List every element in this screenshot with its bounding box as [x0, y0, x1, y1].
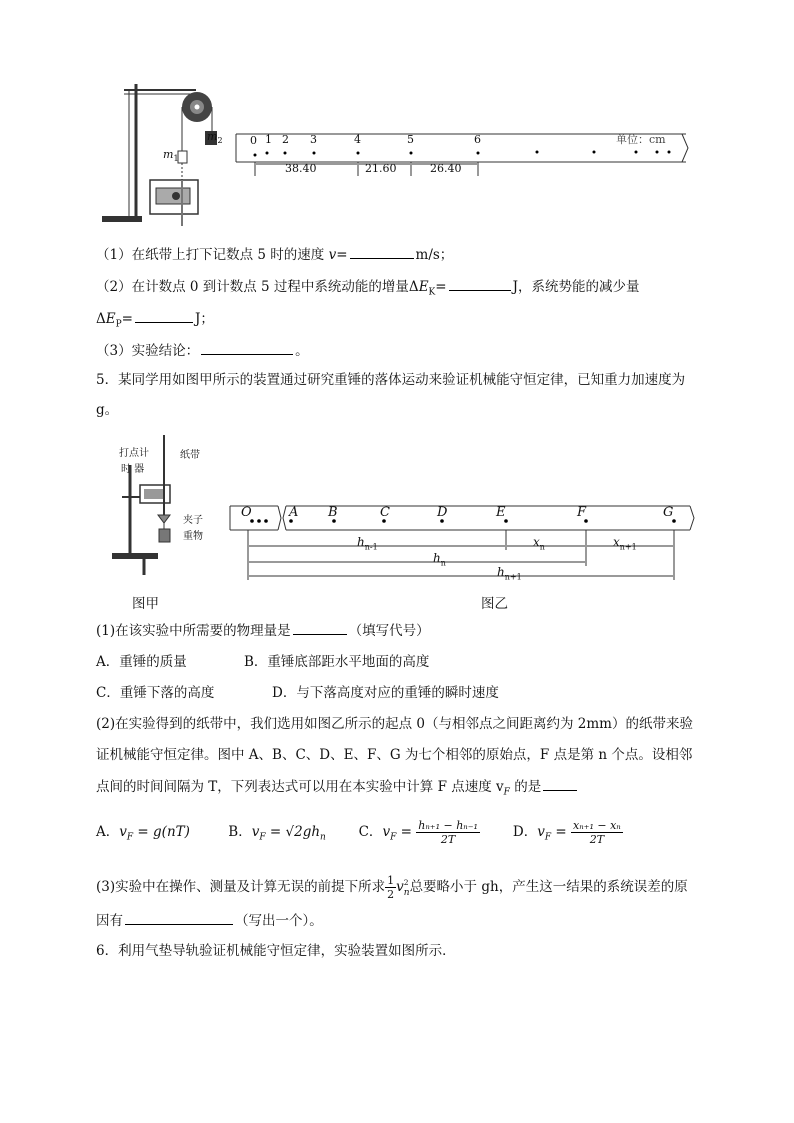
q4-part1: （1）在纸带上打下记数点 5 时的速度 v= m/s； [96, 244, 453, 265]
label-h-n-1: $h_{n-1}$ [357, 535, 378, 552]
label-timer: 打点计 [119, 448, 149, 459]
label-weight: 重物 [183, 531, 203, 542]
q5-options-ab [96, 652, 429, 672]
caption-yi: 图乙 [481, 596, 508, 612]
q6-text: 6．利用气垫导轨验证机械能守恒定律，实验装置如图所示． [96, 943, 456, 959]
q5-options-cd [96, 683, 499, 703]
tape-point-O: O [241, 505, 252, 520]
formula-option-b: B．$v_F = √2gh_n$ [228, 824, 326, 843]
tape-point-0: 0 [250, 134, 257, 147]
answer-blank[interactable] [201, 340, 293, 355]
label-clip: 夹子 [183, 515, 203, 526]
dist-3: 26.40 [430, 162, 462, 175]
tape-point-1: 1 [265, 133, 272, 146]
answer-blank[interactable] [293, 620, 347, 635]
answer-blank[interactable] [350, 244, 414, 259]
label-x-n+1: $x_{n+1}$ [613, 535, 637, 552]
q4-part2: （2）在计数点 0 到计数点 5 过程中系统动能的增量$\Delta E_K= J$，系统势能的减少量 [96, 276, 640, 303]
option-d: D．与下落高度对应的重锤的瞬时速度 [272, 685, 499, 701]
label-tape: 纸带 [180, 450, 200, 461]
q5-intro-2: g。 [96, 402, 119, 418]
q5-intro-1: 5．某同学用如图甲所示的装置通过研究重锤的落体运动来验证机械能守恒定律，已知重力加速度为 [96, 372, 686, 388]
label-h-n+1: $h_{n+1}$ [497, 565, 522, 582]
tape-point-5: 5 [407, 133, 414, 146]
label-h-n: $h_n$ [433, 551, 446, 568]
answer-blank[interactable] [543, 776, 577, 791]
option-a: A．重锤的质量 [96, 654, 187, 670]
label-x-n: $x_n$ [533, 535, 545, 552]
tape-point-4: 4 [354, 133, 361, 146]
unit-label: 单位：cm [616, 133, 666, 146]
label-timer-2: 时 器 [121, 464, 145, 475]
answer-blank[interactable] [125, 910, 233, 925]
tape-point-A: A [289, 505, 299, 520]
m1-label: $m_1$ [163, 148, 179, 164]
figure-pulley-apparatus [96, 76, 696, 236]
tape-point-B: B [328, 505, 338, 520]
tape-point-6: 6 [474, 133, 481, 146]
option-b: B．重锤底部距水平地面的高度 [244, 654, 430, 670]
tape-point-F: F [577, 505, 587, 520]
dist-2: 21.60 [365, 162, 397, 175]
q4-part2b: $\Delta E_P= J$； [96, 308, 214, 335]
q5-s2-line3: 点间的时间间隔为 T，下列表达式可以用在本实验中计算 F 点速度 $v_F$ 的是 [96, 776, 579, 803]
caption-jia: 图甲 [132, 596, 159, 612]
q5-s3-line2: 因有 （写出一个）。 [96, 910, 323, 931]
q5-s2-line1: (2)在实验得到的纸带中，我们选用如图乙所示的起点 0（与相邻点之间距离约为 2mm）的纸带来验 [96, 716, 693, 732]
formula-option-c: C．$v_F$ = $\frac{\text{hₙ₊₁ − hₙ₋₁}}{2T}$ [358, 819, 478, 846]
q4-part3: （3）实验结论： 。 [96, 340, 309, 361]
tape-dots [254, 151, 671, 157]
q5-s3-line1: (3)实验中在操作、测量及计算无误的前提下所求 $\frac{1}{2}$ v 2 n 总要略小于 gh，产生这一结果的系统误差的原 [96, 874, 688, 901]
formula-option-a: A．$v_F = g(nT)$ [96, 824, 190, 843]
q5-s2-line2: 证机械能守恒定律。图中 A、B、C、D、E、F、G 为七个相邻的原始点，F 点是第 n 个点。设相邻 [96, 747, 693, 763]
q5-formula-options [96, 817, 623, 847]
tape-point-2: 2 [282, 133, 289, 146]
option-c: C．重锤下落的高度 [96, 685, 215, 701]
m2-label: $m_2$ [207, 130, 223, 146]
answer-blank[interactable] [135, 308, 193, 323]
tape-point-E: E [496, 505, 506, 520]
dist-1: 38.40 [285, 162, 317, 175]
tape-point-D: D [437, 505, 448, 520]
answer-blank[interactable] [449, 276, 511, 291]
tape-point-G: G [663, 505, 674, 520]
formula-option-d: D．$v_F$ = $\frac{\text{xₙ₊₁ − xₙ}}{2T}$ [512, 819, 621, 846]
q5-s1: (1)在该实验中所需要的物理量是 （填写代号） [96, 620, 430, 641]
tape-point-C: C [380, 505, 390, 520]
tape-point-3: 3 [310, 133, 317, 146]
